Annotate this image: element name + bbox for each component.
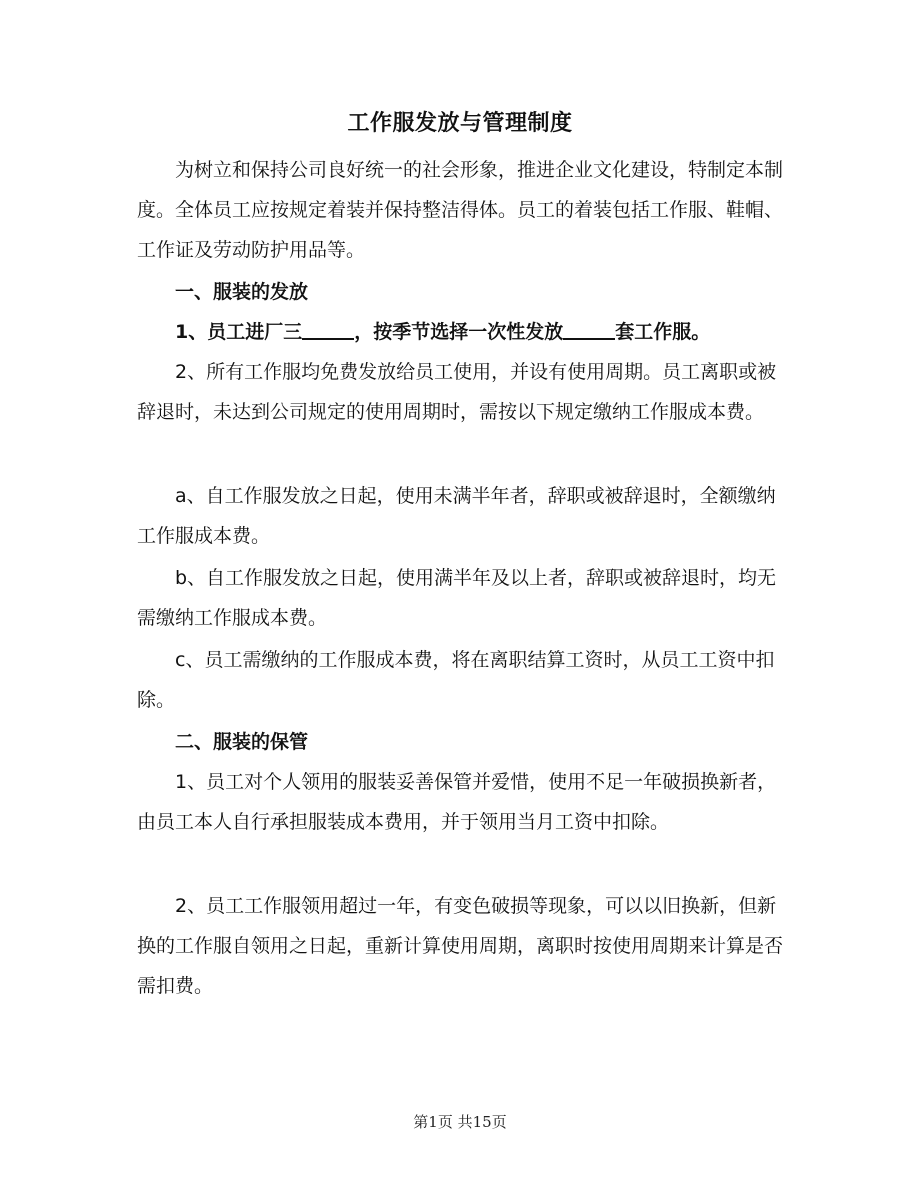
section-1-item-1: [137, 312, 785, 352]
section-2-item-2-paragraph: 2、员工工作服领用超过一年，有变色破损等现象，可以以旧换新，但新换的工作服自领用之日起，重新计算使用周期，离职时按使用周期来计算是否需扣费。: [137, 895, 784, 997]
section-1-sub-c: [137, 640, 785, 720]
section-2-item-1: [137, 762, 785, 842]
fill-blank-months: [302, 316, 354, 340]
sub-b-paragraph: b、自工作服发放之日起，使用满半年及以上者，辞职或被辞退时，均无需缴纳工作服成本费。: [137, 567, 777, 629]
document-body: [137, 150, 785, 270]
section-1-sub-a: [137, 476, 785, 556]
item-1-paragraph: [137, 312, 785, 352]
fill-blank-sets: [563, 316, 615, 340]
item-1-text-c: 套工作服。: [615, 321, 711, 343]
sub-c-paragraph: c、员工需缴纳的工作服成本费，将在离职结算工资时，从员工工资中扣除。: [137, 649, 775, 711]
document-title: 工作服发放与管理制度: [347, 111, 573, 136]
item-1-text-b: ，按季节选择一次性发放: [354, 321, 564, 343]
section-1-item-2: [137, 352, 785, 432]
section-1-sub-b: [137, 558, 785, 638]
sub-a-paragraph: a、自工作服发放之日起，使用未满半年者，辞职或被辞退时，全额缴纳工作服成本费。: [137, 485, 776, 547]
item-2-paragraph: 2、所有工作服均免费发放给员工使用，并设有使用周期。员工离职或被辞退时，未达到公司规定的使用周期时，需按以下规定缴纳工作服成本费。: [137, 361, 777, 423]
section-2-item-1-paragraph: 1、员工对个人领用的服装妥善保管并爱惜，使用不足一年破损换新者，由员工本人自行承担服装成本费用，并于领用当月工资中扣除。: [137, 771, 777, 833]
page-number-footer: 第1页 共15页: [413, 1113, 507, 1131]
section-2-item-2: [137, 886, 785, 1006]
intro-paragraph: 为树立和保持公司良好统一的社会形象，推进企业文化建设，特制定本制度。全体员工应按规定着装并保持整洁得体。员工的着装包括工作服、鞋帽、工作证及劳动防护用品等。: [137, 159, 784, 261]
section-2-heading: 二、服装的保管: [175, 731, 309, 753]
section-1-heading: 一、服装的发放: [175, 281, 309, 303]
section-2: [137, 722, 785, 762]
section-1: [137, 272, 785, 312]
item-1-text-a: 1、员工进厂三: [175, 321, 303, 343]
